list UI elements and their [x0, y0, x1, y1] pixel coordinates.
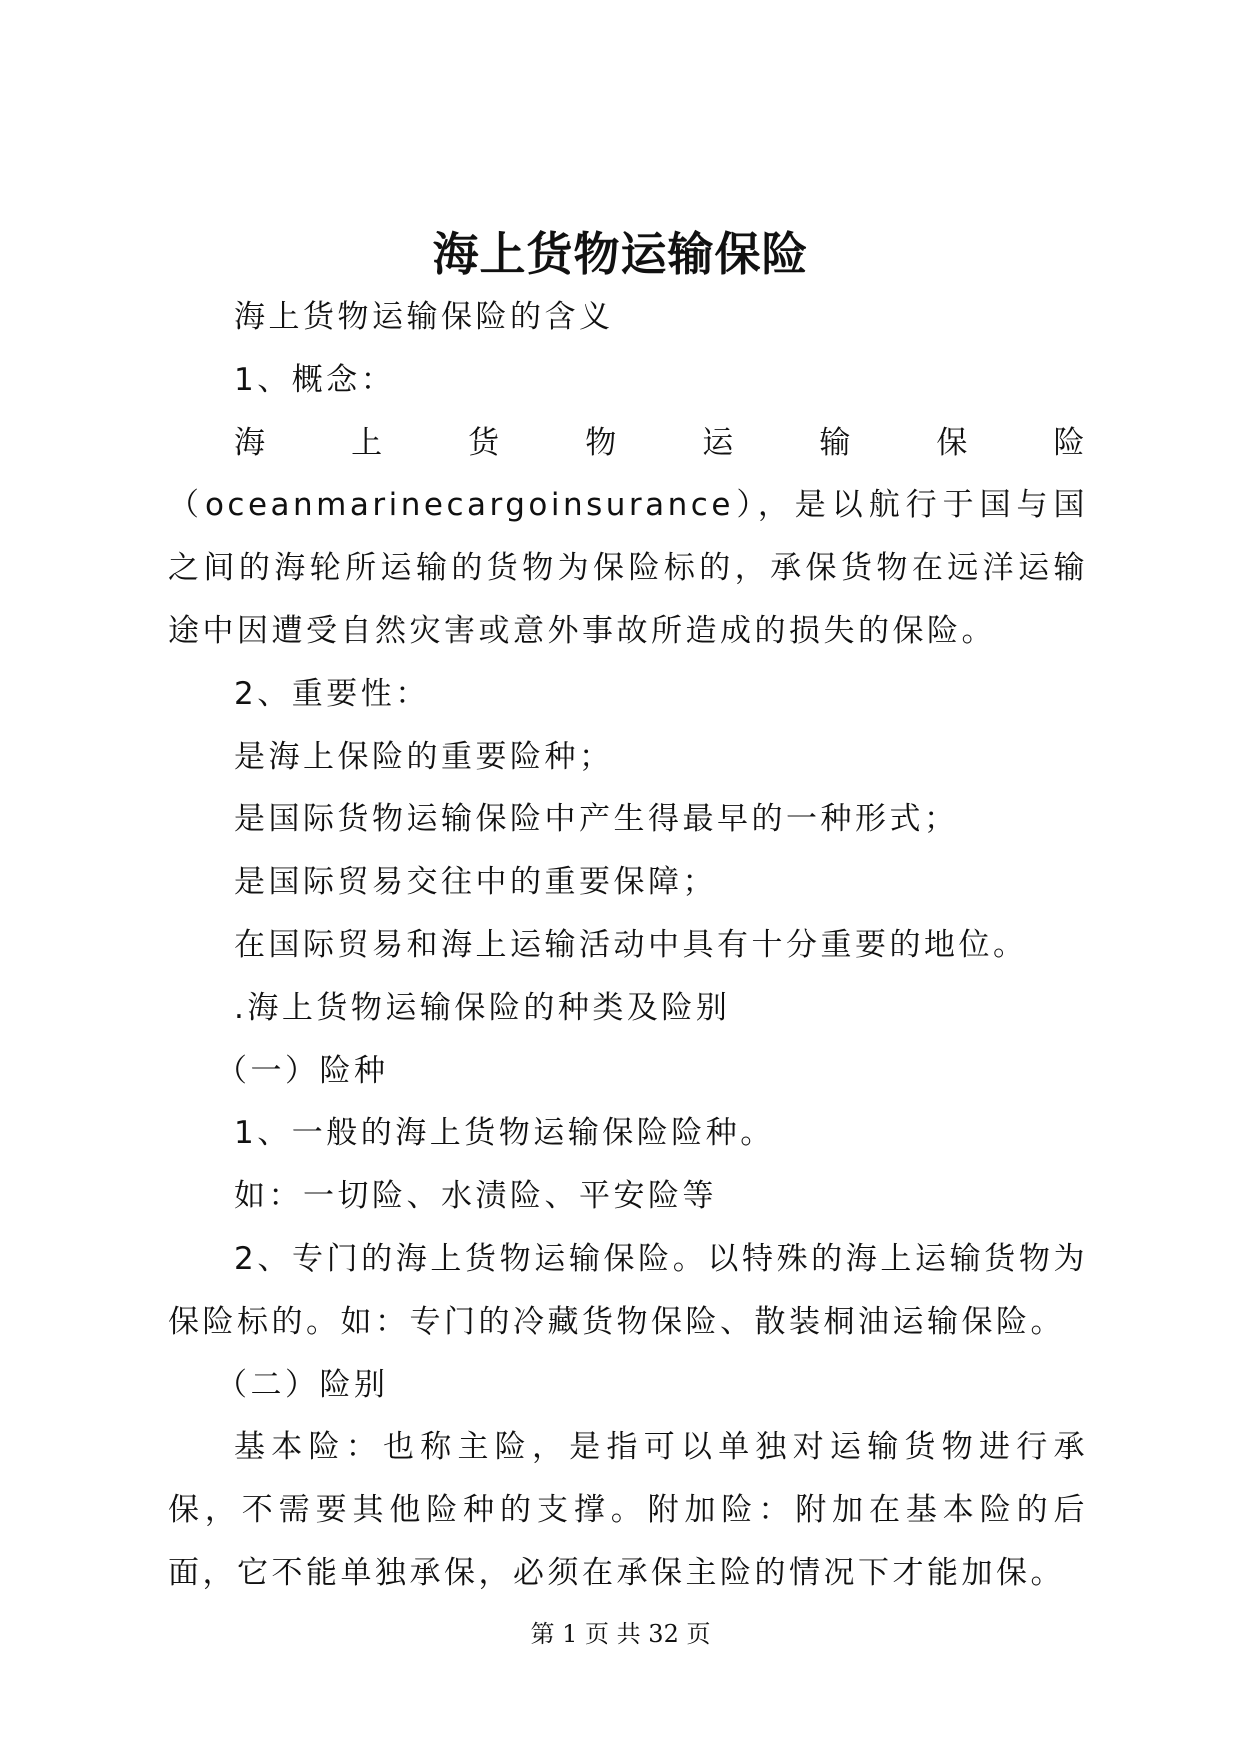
paragraph-importance-1: 是海上保险的重要险种； [234, 738, 614, 775]
paragraph-heading-meaning: 海上货物运输保险的含义 [234, 299, 614, 335]
paragraph-importance-4: 在国际贸易和海上运输活动中具有十分重要的地位。 [234, 926, 1028, 963]
document-body [168, 286, 1088, 1605]
paragraph-importance-label: 2、重要性： [234, 675, 430, 712]
document-title: 海上货物运输保险 [432, 227, 809, 281]
paragraph-basic-additional: 基本险：也称主险，是指可以单独对运输货物进行承保，不需要其他险种的支撑。附加险：附加在基本险的后面，它不能单独承保，必须在承保主险的情况下才能加保。 [168, 1429, 1088, 1591]
page-footer: 第 1 页 共 32 页 [530, 1620, 711, 1648]
paragraph-section-one: （一）险种 [216, 1052, 389, 1089]
paragraph-special-types: 2、专门的海上货物运输保险。以特殊的海上运输货物为保险标的。如：专门的冷藏货物保险、散装桐油运输保险。 [168, 1240, 1088, 1340]
paragraph-importance-2: 是国际货物运输保险中产生得最早的一种形式； [234, 801, 959, 838]
paragraph-examples: 如：一切险、水渍险、平安险等 [234, 1178, 717, 1215]
paragraph-concept-text: 海上货物运输保险（oceanmarinecargoinsurance），是以航行于国与国之间的海轮所运输的货物为保险标的，承保货物在远洋运输途中因遭受自然灾害或意外事故所造成的损失的保险。 [168, 424, 1088, 649]
paragraph-general-types: 1、一般的海上货物运输保险险种。 [234, 1115, 775, 1152]
paragraph-importance-3: 是国际贸易交往中的重要保障； [234, 864, 717, 901]
paragraph-section-two: （二）险别 [216, 1366, 389, 1403]
paragraph-concept-label: 1、概念： [234, 361, 396, 398]
paragraph-types-heading: .海上货物运输保险的种类及险别 [234, 989, 731, 1026]
